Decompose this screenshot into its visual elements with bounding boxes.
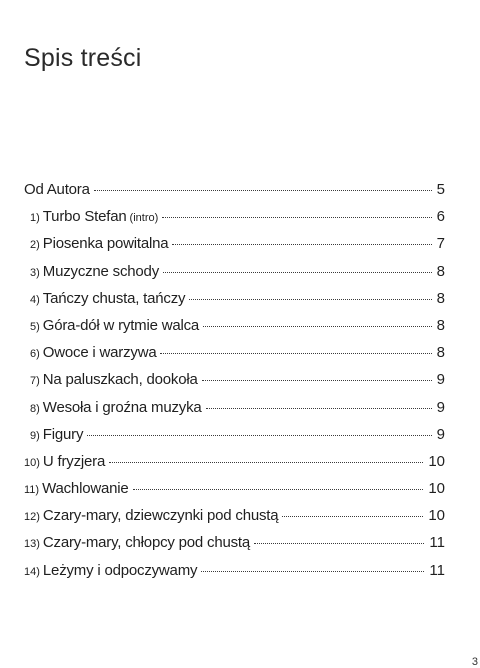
toc-entry-number: 2) <box>30 239 40 252</box>
toc-entry-number: 1) <box>30 212 40 225</box>
toc-entry-label: U fryzjera <box>42 452 106 470</box>
toc-entry-page: 7 <box>436 235 445 253</box>
toc-entry[interactable] <box>24 181 445 208</box>
toc-entry-number: 5) <box>30 320 40 333</box>
toc-entry-number: 8) <box>30 402 40 415</box>
toc-entry-number: 13) <box>24 538 40 551</box>
toc-entry-label: Muzyczne schody <box>42 262 159 280</box>
dot-leader <box>87 435 431 436</box>
toc-entry-number: 3) <box>30 266 40 279</box>
toc-entry-page: 10 <box>428 480 445 498</box>
toc-entry-number: 7) <box>30 375 40 388</box>
toc-entry[interactable] <box>24 562 445 589</box>
toc-entry-label: Góra-dół w rytmie walca <box>42 316 200 334</box>
dot-leader <box>202 380 432 381</box>
dot-leader <box>172 244 431 245</box>
toc-entry-label: Leżymy i odpoczywamy <box>42 561 198 579</box>
toc-entry-number: 10) <box>24 456 40 469</box>
toc-entry-page: 11 <box>429 561 445 579</box>
toc-entry-note: (intro) <box>129 212 159 225</box>
toc-entry[interactable] <box>24 534 445 561</box>
toc-entry-page: 9 <box>436 425 445 443</box>
toc-entry-page: 8 <box>436 316 445 334</box>
toc-entry[interactable] <box>24 208 445 235</box>
toc-entry[interactable] <box>24 317 445 344</box>
toc-entry-label: Od Autora <box>24 181 90 198</box>
toc-entry-number: 11) <box>24 484 40 497</box>
toc-entry-page: 9 <box>436 398 445 416</box>
toc-entry-label: Wesoła i groźna muzyka <box>42 398 202 416</box>
toc-entry-page: 9 <box>436 371 445 389</box>
page-number: 3 <box>471 656 478 668</box>
toc-entry[interactable] <box>24 344 445 371</box>
toc-entry-number: 14) <box>24 565 40 578</box>
toc-entry-number: 6) <box>30 348 40 361</box>
dot-leader <box>254 543 424 544</box>
dot-leader <box>160 353 431 354</box>
toc-entry[interactable] <box>24 426 445 453</box>
toc-entry-label: Figury <box>42 425 84 443</box>
toc-entry-page: 10 <box>428 452 445 470</box>
toc-entry-label: Tańczy chusta, tańczy <box>42 289 186 307</box>
toc-entry-label: Wachlowanie <box>42 480 129 498</box>
toc-entry[interactable] <box>24 371 445 398</box>
dot-leader <box>163 272 432 273</box>
dot-leader <box>203 326 432 327</box>
toc-entry-page: 8 <box>436 289 445 307</box>
toc-entry-label: Turbo Stefan <box>42 208 127 226</box>
toc-entry[interactable] <box>24 399 445 426</box>
dot-leader <box>162 217 431 218</box>
toc-entry-label: Na paluszkach, dookoła <box>42 371 198 389</box>
toc-entry-label: Czary-mary, dziewczynki pod chustą <box>42 507 279 525</box>
toc-entry-number: 12) <box>24 511 40 524</box>
toc-entry-page: 8 <box>436 344 445 362</box>
dot-leader <box>133 489 424 490</box>
toc-entry[interactable] <box>24 235 445 262</box>
dot-leader <box>109 462 423 463</box>
toc-entry-page: 5 <box>436 181 445 198</box>
page-title: Spis treści <box>24 44 142 72</box>
toc-entry[interactable] <box>24 290 445 317</box>
table-of-contents <box>24 181 445 589</box>
dot-leader <box>201 571 424 572</box>
toc-entry-page: 11 <box>429 534 445 552</box>
toc-entry-number: 9) <box>30 429 40 442</box>
toc-entry-page: 8 <box>436 262 445 280</box>
toc-entry-label: Owoce i warzywa <box>42 344 157 362</box>
toc-entry[interactable] <box>24 263 445 290</box>
toc-entry-label: Czary-mary, chłopcy pod chustą <box>42 534 251 552</box>
dot-leader <box>206 408 432 409</box>
toc-entry-label: Piosenka powitalna <box>42 235 169 253</box>
dot-leader <box>189 299 431 300</box>
dot-leader <box>94 190 432 191</box>
toc-entry-number: 4) <box>30 293 40 306</box>
toc-entry-page: 6 <box>436 208 445 226</box>
toc-entry[interactable] <box>24 480 445 507</box>
toc-entry[interactable] <box>24 507 445 534</box>
toc-entry[interactable] <box>24 453 445 480</box>
toc-entry-page: 10 <box>428 507 445 525</box>
dot-leader <box>282 516 423 517</box>
